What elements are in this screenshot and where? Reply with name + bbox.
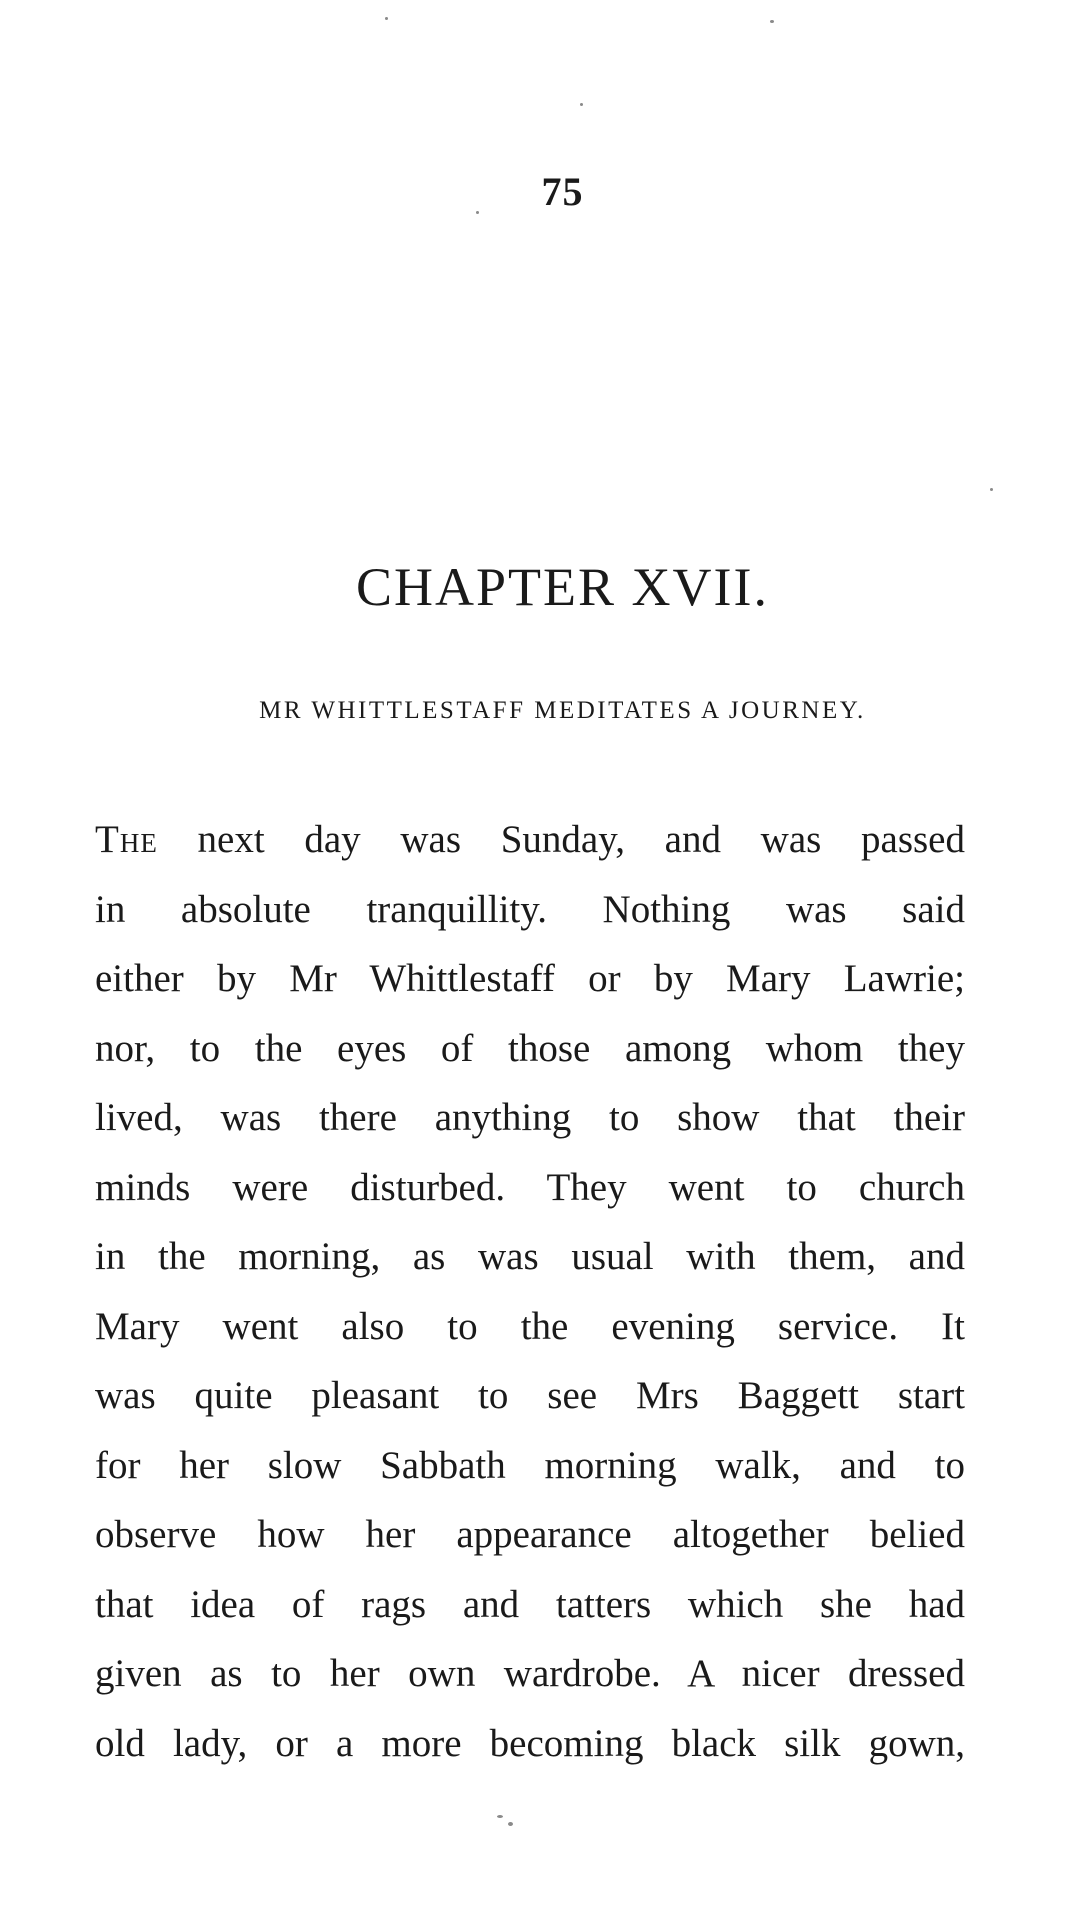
text-line: lived, was there anything to show that their xyxy=(95,1096,965,1139)
lead-word: The xyxy=(95,818,158,861)
page-number: 75 xyxy=(541,169,584,214)
speck xyxy=(508,1822,513,1826)
text-line xyxy=(95,805,965,875)
speck xyxy=(385,17,388,20)
text-line: for her slow Sabbath morning walk, and to xyxy=(95,1443,965,1487)
text-line: in absolute tranquillity. Nothing was said xyxy=(95,887,965,931)
text-line: given as to her own wardrobe. A nicer dressed xyxy=(95,1652,965,1695)
text-line: minds were disturbed. They went to church xyxy=(95,1165,965,1209)
body-paragraph xyxy=(95,805,965,1778)
text-line: either by Mr Whittlestaff or by Mary Lawrie; xyxy=(95,957,965,1000)
chapter-subtitle: MR WHITTLESTAFF MEDITATES A JOURNEY. xyxy=(259,697,866,724)
text-line-rest: next day was Sunday, and was passed xyxy=(157,818,965,861)
speck xyxy=(580,103,583,106)
text-line: that idea of rags and tatters which she had xyxy=(95,1582,965,1626)
text-line: Mary went also to the evening service. It xyxy=(95,1304,965,1348)
text-line: observe how her appearance altogether belied xyxy=(95,1513,965,1556)
speck xyxy=(990,488,993,491)
chapter-title: CHAPTER XVII. xyxy=(356,557,769,617)
text-line: old lady, or a more becoming black silk gown, xyxy=(95,1721,965,1765)
speck xyxy=(497,1815,503,1818)
text-line: was quite pleasant to see Mrs Baggett start xyxy=(95,1374,965,1417)
text-line: in the morning, as was usual with them, and xyxy=(95,1235,965,1278)
text-line: nor, to the eyes of those among whom they xyxy=(95,1026,965,1070)
speck xyxy=(770,20,774,23)
